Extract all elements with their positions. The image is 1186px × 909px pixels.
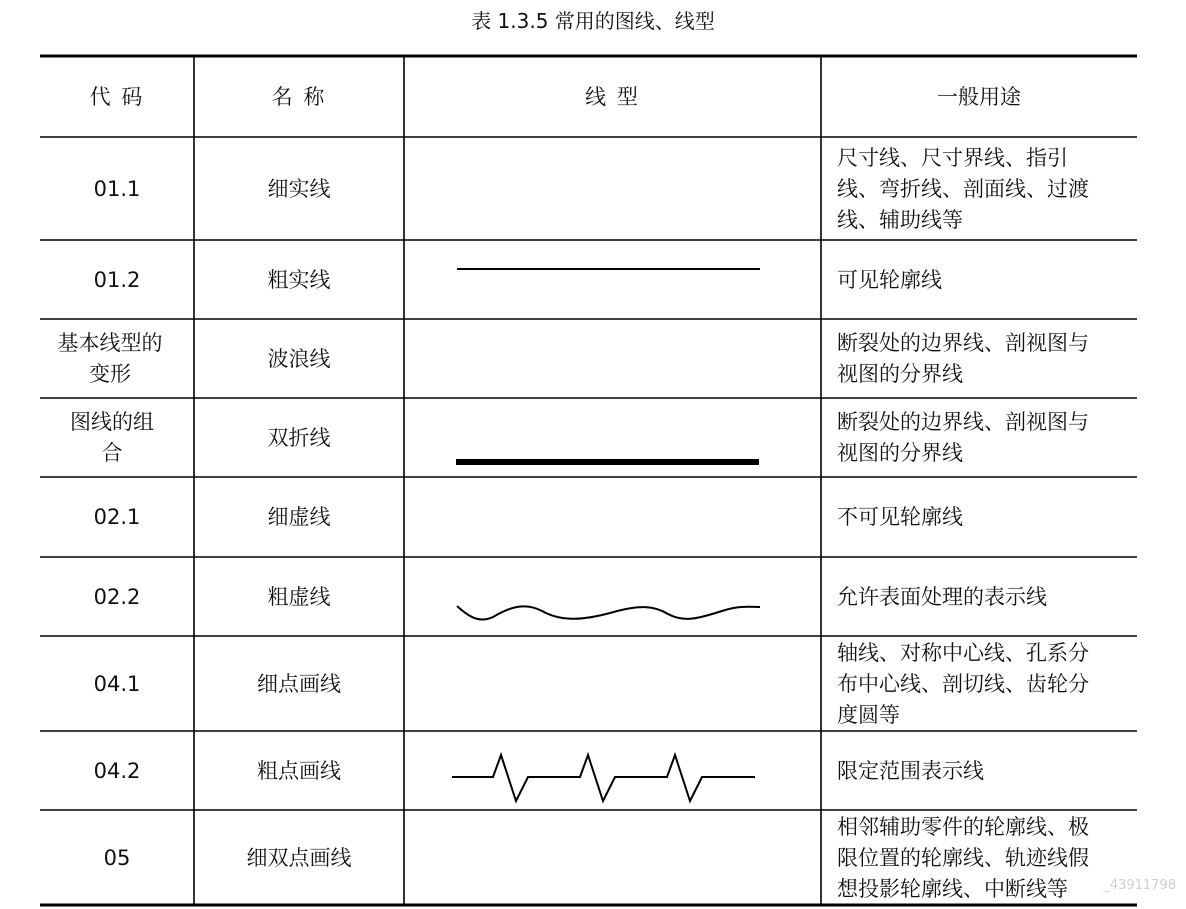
row-9-code: 05 [103, 845, 131, 870]
row-1-name: 细实线 [267, 176, 331, 201]
row-2-usage: 可见轮廓线 [837, 267, 942, 292]
row-8-code: 04.2 [93, 758, 141, 783]
row-4-name: 双折线 [267, 425, 331, 450]
row-8-usage: 限定范围表示线 [837, 758, 984, 783]
row-8-name: 粗点画线 [257, 758, 341, 783]
header-usage: 一般用途 [937, 85, 1021, 109]
row-9-name: 细双点画线 [246, 845, 352, 870]
table-caption: 表 1.3.5 常用的图线、线型 [471, 9, 715, 33]
row-2-name: 粗实线 [267, 267, 331, 292]
sample-wavy-line [457, 606, 760, 620]
header-code: 代 码 [89, 85, 145, 109]
row-5-usage: 不可见轮廓线 [837, 505, 963, 529]
row-1-usage: 尺寸线、尺寸界线、指引线、弯折线、剖面线、过渡线、辅助线等 [837, 145, 1089, 232]
header-name: 名 称 [271, 85, 327, 109]
row-7-code: 04.1 [93, 671, 141, 696]
row-6-usage: 允许表面处理的表示线 [837, 584, 1047, 609]
row-3-name: 波浪线 [267, 346, 331, 371]
watermark: _43911798 [1103, 878, 1176, 893]
row-3-usage: 断裂处的边界线、剖视图与视图的分界线 [837, 331, 1089, 386]
sample-double-break-line [452, 755, 755, 801]
row-4-usage: 断裂处的边界线、剖视图与视图的分界线 [837, 410, 1089, 465]
row-5-code: 02.1 [93, 505, 141, 529]
row-4-code: 图线的组合 [70, 410, 154, 465]
header-line-type: 线 型 [585, 85, 640, 109]
row-2-code: 01.2 [93, 267, 141, 292]
row-7-usage: 轴线、对称中心线、孔系分布中心线、剖切线、齿轮分度圆等 [837, 640, 1089, 727]
row-5-name: 细虚线 [267, 505, 331, 529]
row-3-code: 基本线型的变形 [57, 331, 163, 386]
row-6-code: 02.2 [93, 584, 141, 609]
row-1-code: 01.1 [93, 176, 141, 201]
row-7-name: 细点画线 [257, 671, 341, 696]
row-6-name: 粗虚线 [267, 584, 331, 609]
row-9-usage: 相邻辅助零件的轮廓线、极限位置的轮廓线、轨迹线假想投影轮廓线、中断线等 [837, 814, 1089, 901]
